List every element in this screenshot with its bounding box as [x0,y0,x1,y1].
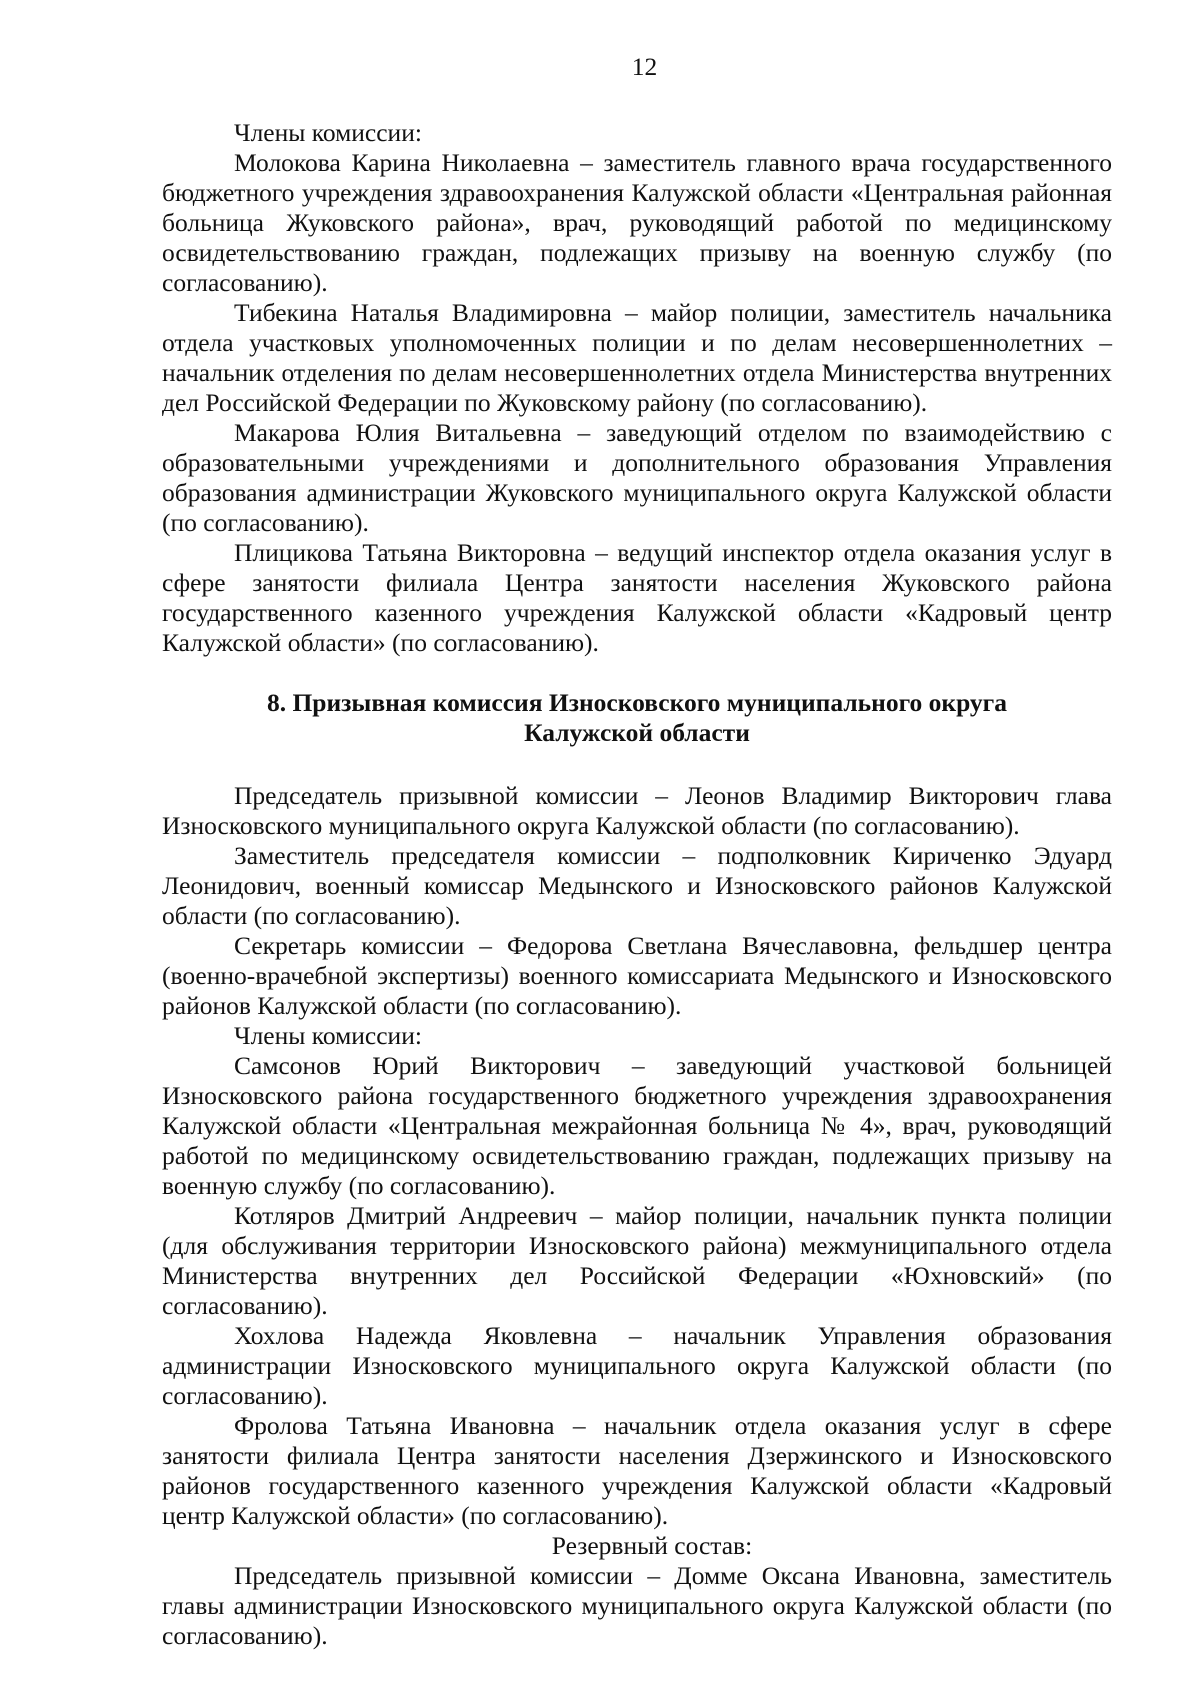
section-heading [162,688,1112,748]
reserve-chairman-paragraph: Председатель призывной комиссии – Домме Оксана Ивановна, заместитель главы администрации Износковского муниципального округа Калужской области (по согласованию). [162,1561,1112,1650]
secretary-paragraph: Секретарь комиссии – Федорова Светлана Вячеславовна, фельдшер центра (военно-врачебной экспертизы) военного комиссариата Медынского и Износковского районов Калужской области (по согласованию). [162,931,1112,1020]
reserve-label: Резервный состав: [551,1531,753,1560]
member-paragraph: Плицикова Татьяна Викторовна – ведущий инспектор отдела оказания услуг в сфере занятости филиала Центра занятости населения Жуковского района государственного казенного учреждения Калужской области «Кадровый центр Калужской области» (по согласованию). [162,538,1112,657]
member-paragraph: Самсонов Юрий Викторович – заведующий участковой больницей Износковского района государственного бюджетного учреждения здравоохранения Калужской области «Центральная межрайонная больница № 4», врач, руководящий работой по медицинскому освидетельствованию граждан, подлежащих призыву на военную службу (по согласованию). [162,1051,1112,1200]
section-heading-line: 8. Призывная комиссия Износковского муниципального округа [266,688,1008,717]
chairman-paragraph: Председатель призывной комиссии – Леонов Владимир Викторович глава Износковского муниципального округа Калужской области (по согласованию). [162,781,1112,840]
members-label: Члены комиссии: [234,1021,422,1050]
document-page [162,52,1112,1651]
members-label: Члены комиссии: [234,118,422,147]
member-paragraph: Макарова Юлия Витальевна – заведующий отделом по взаимодействию с образовательными учреждениями и дополнительного образования Управления образования администрации Жуковского муниципального округа Калужской области (по согласованию). [162,418,1112,537]
member-paragraph: Молокова Карина Николаевна – заместитель главного врача государственного бюджетного учреждения здравоохранения Калужской области «Центральная районная больница Жуковского района», врач, руководящий работой по медицинскому освидетельствованию граждан, подлежащих призыву на военную службу (по согласованию). [162,148,1112,297]
section-heading-line: Калужской области [524,718,750,747]
member-paragraph: Котляров Дмитрий Андреевич – майор полиции, начальник пункта полиции (для обслуживания территории Износковского района) межмуниципального отдела Министерства внутренних дел Российской Федерации «Юхновский» (по согласованию). [162,1201,1112,1320]
member-paragraph: Тибекина Наталья Владимировна – майор полиции, заместитель начальника отдела участковых уполномоченных полиции и по делам несовершеннолетних – начальник отделения по делам несовершеннолетних отдела Министерства внутренних дел Российской Федерации по Жуковскому району (по согласованию). [162,298,1112,417]
member-paragraph: Фролова Татьяна Ивановна – начальник отдела оказания услуг в сфере занятости филиала Центра занятости населения Дзержинского и Износковского районов государственного казенного учреждения Калужской области «Кадровый центр Калужской области» (по согласованию). [162,1411,1112,1530]
page-number: 12 [631,52,658,81]
member-paragraph: Хохлова Надежда Яковлевна – начальник Управления образования администрации Износковского муниципального округа Калужской области (по согласованию). [162,1321,1112,1410]
deputy-paragraph: Заместитель председателя комиссии – подполковник Кириченко Эдуард Леонидович, военный комиссар Медынского и Износковского районов Калужской области (по согласованию). [162,841,1112,930]
